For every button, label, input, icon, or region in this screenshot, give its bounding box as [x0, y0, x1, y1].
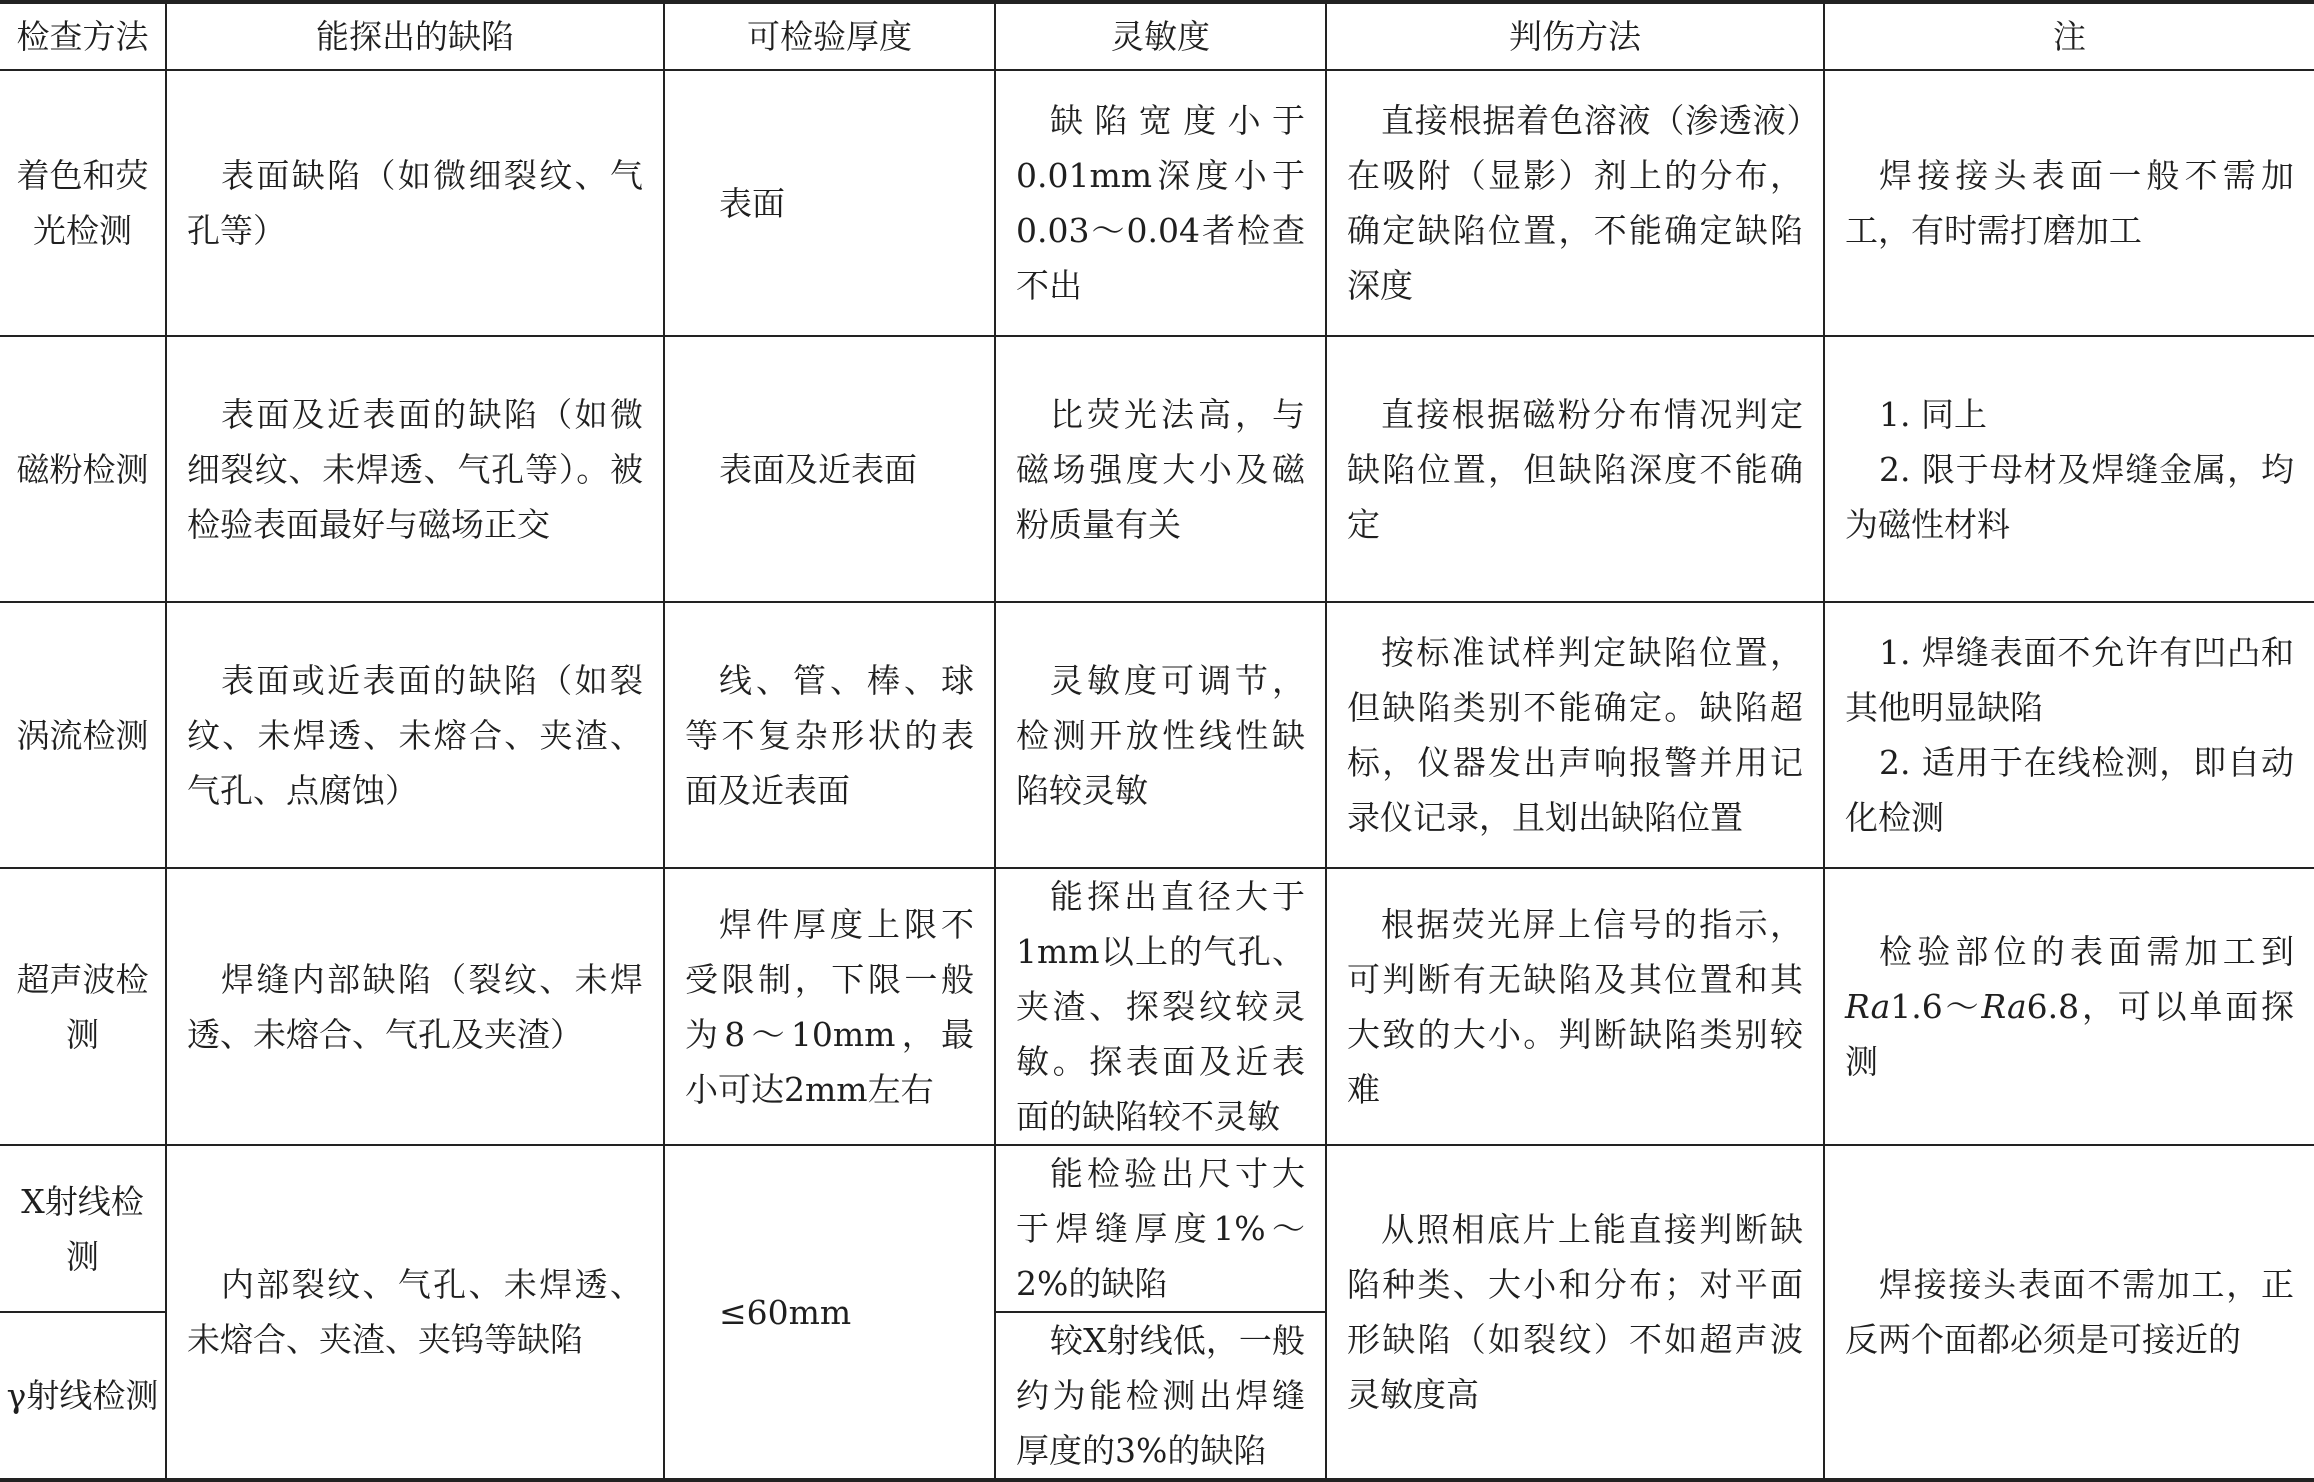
header-note: 注 — [1824, 2, 2314, 70]
note-item: 2. 适用于在线检测，即自动化检测 — [1845, 743, 2294, 837]
roughness-value: 1.6～ — [1890, 987, 1982, 1026]
note-cell: 焊接接头表面一般不需加工，有时需打磨加工 — [1824, 70, 2314, 336]
sensitivity-cell-x-ray: 能检验出尺寸大于焊缝厚度1%～2%的缺陷 — [995, 1145, 1326, 1312]
method-cell-x-ray: X射线检测 — [0, 1145, 166, 1312]
method-cell: 超声波检测 — [0, 868, 166, 1145]
sensitivity-cell: 能探出直径大于1mm以上的气孔、夹渣、探裂纹较灵敏。探表面及近表面的缺陷较不灵敏 — [995, 868, 1326, 1145]
table-header-row — [0, 2, 2314, 70]
table-row — [0, 868, 2314, 1145]
note-item: 1. 同上 — [1879, 394, 1987, 434]
header-sensitivity: 灵敏度 — [995, 2, 1326, 70]
header-thickness: 可检验厚度 — [664, 2, 995, 70]
thickness-cell: 表面 — [664, 70, 995, 336]
note-cell — [1824, 602, 2314, 868]
judgement-cell: 直接根据着色溶液（渗透液）在吸附（显影）剂上的分布，确定缺陷位置，不能确定缺陷深度 — [1326, 70, 1824, 336]
sensitivity-cell-gamma-ray: 较X射线低，一般约为能检测出焊缝厚度的3%的缺陷 — [995, 1312, 1326, 1480]
defects-cell: 表面及近表面的缺陷（如微细裂纹、未焊透、气孔等）。被检验表面最好与磁场正交 — [166, 336, 664, 602]
note-item: 1. 焊缝表面不允许有凹凸和其他明显缺陷 — [1845, 633, 2294, 727]
note-cell: 焊接接头表面不需加工，正反两个面都必须是可接近的 — [1824, 1145, 2314, 1480]
thickness-cell: ≤60mm — [664, 1145, 995, 1480]
judgement-cell: 从照相底片上能直接判断缺陷种类、大小和分布；对平面形缺陷（如裂纹）不如超声波灵敏度高 — [1326, 1145, 1824, 1480]
method-cell: 涡流检测 — [0, 602, 166, 868]
method-cell-gamma-ray: γ射线检测 — [0, 1312, 166, 1480]
note-cell — [1824, 868, 2314, 1145]
note-item: 2. 限于母材及焊缝金属，均为磁性材料 — [1845, 449, 2294, 544]
judgement-cell: 按标准试样判定缺陷位置，但缺陷类别不能确定。缺陷超标，仪器发出声响报警并用记录仪记录，且划出缺陷位置 — [1326, 602, 1824, 868]
method-cell: 磁粉检测 — [0, 336, 166, 602]
sensitivity-cell: 比荧光法高，与磁场强度大小及磁粉质量有关 — [995, 336, 1326, 602]
sensitivity-cell: 缺陷宽度小于0.01mm深度小于0.03～0.04者检查不出 — [995, 70, 1326, 336]
thickness-cell: 焊件厚度上限不受限制，下限一般为8～10mm，最小可达2mm左右 — [664, 868, 995, 1145]
sensitivity-cell: 灵敏度可调节，检测开放性线性缺陷较灵敏 — [995, 602, 1326, 868]
note-cell — [1824, 336, 2314, 602]
header-judgement: 判伤方法 — [1326, 2, 1824, 70]
table-row — [0, 70, 2314, 336]
judgement-cell: 根据荧光屏上信号的指示，可判断有无缺陷及其位置和其大致的大小。判断缺陷类别较难 — [1326, 868, 1824, 1145]
header-defects: 能探出的缺陷 — [166, 2, 664, 70]
thickness-cell: 表面及近表面 — [664, 336, 995, 602]
header-method: 检查方法 — [0, 2, 166, 70]
roughness-value: 6.8，可以单面探测 — [1845, 987, 2295, 1081]
note-prefix: 检验部位的表面需加工到 — [1879, 932, 2294, 971]
thickness-cell: 线、管、棒、球等不复杂形状的表面及近表面 — [664, 602, 995, 868]
defects-cell: 表面缺陷（如微细裂纹、气孔等） — [166, 70, 664, 336]
ra-symbol: Ra — [1981, 987, 2027, 1026]
defects-cell: 内部裂纹、气孔、未焊透、未熔合、夹渣、夹钨等缺陷 — [166, 1145, 664, 1480]
defects-cell: 焊缝内部缺陷（裂纹、未焊透、未熔合、气孔及夹渣） — [166, 868, 664, 1145]
table-row — [0, 602, 2314, 868]
defects-cell: 表面或近表面的缺陷（如裂纹、未焊透、未熔合、夹渣、气孔、点腐蚀） — [166, 602, 664, 868]
table-row — [0, 336, 2314, 602]
method-cell: 着色和荧光检测 — [0, 70, 166, 336]
ra-symbol: Ra — [1845, 987, 1891, 1026]
judgement-cell: 直接根据磁粉分布情况判定缺陷位置，但缺陷深度不能确定 — [1326, 336, 1824, 602]
table-row — [0, 1145, 2314, 1312]
